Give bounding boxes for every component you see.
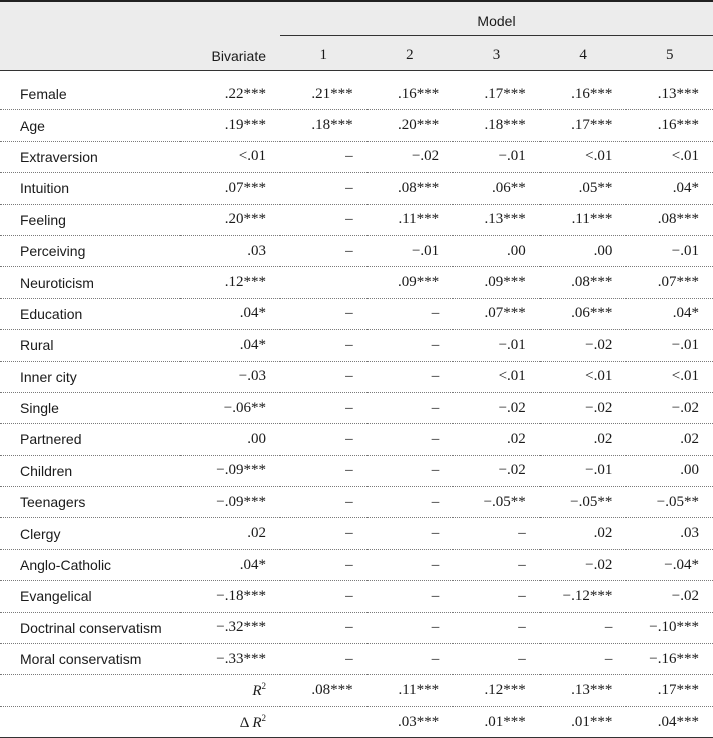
model-cell: −.02	[626, 581, 713, 612]
model-column-header: 2	[367, 41, 454, 71]
table-row	[0, 110, 713, 141]
stat-cell: .04***	[626, 706, 713, 737]
model-cell: –	[367, 392, 454, 423]
row-label: Children	[0, 455, 180, 486]
model-cell: –	[280, 204, 367, 235]
model-cell: –	[280, 330, 367, 361]
table-row	[0, 235, 713, 266]
model-cell: –	[367, 518, 454, 549]
model-cell: .16***	[540, 79, 627, 110]
model-cell: −.01	[453, 330, 540, 361]
row-label: Doctrinal conservatism	[0, 612, 180, 643]
stat-cell: .01***	[453, 706, 540, 737]
bivariate-cell: .12***	[180, 267, 280, 298]
model-cell: .05**	[540, 173, 627, 204]
bivariate-cell: .22***	[180, 79, 280, 110]
model-cell: .07***	[626, 267, 713, 298]
stat-label-prefix: Δ	[239, 714, 253, 731]
row-label: Age	[0, 110, 180, 141]
model-cell: –	[367, 549, 454, 580]
bivariate-cell: −.33***	[180, 644, 280, 675]
model-cell: –	[367, 424, 454, 455]
stat-cell	[280, 706, 367, 737]
header-blank	[0, 1, 180, 41]
table-row	[0, 141, 713, 172]
model-cell: –	[280, 235, 367, 266]
model-cell: .11***	[367, 204, 454, 235]
model-column-header: 5	[626, 41, 713, 71]
model-cell: −.12***	[540, 581, 627, 612]
model-cell: –	[280, 298, 367, 329]
stat-cell: .12***	[453, 675, 540, 706]
table-row	[0, 392, 713, 423]
model-cell: .07***	[453, 298, 540, 329]
table-row	[0, 549, 713, 580]
model-column-header: 4	[540, 41, 627, 71]
model-cell: –	[280, 581, 367, 612]
bivariate-cell: <.01	[180, 141, 280, 172]
model-cell: .08***	[540, 267, 627, 298]
model-cell	[280, 267, 367, 298]
model-cell: .00	[540, 235, 627, 266]
model-cell: .04*	[626, 173, 713, 204]
model-cell: −.02	[540, 392, 627, 423]
row-label: Intuition	[0, 173, 180, 204]
stat-label-superscript: 2	[261, 712, 266, 723]
model-cell: .08***	[367, 173, 454, 204]
table-row	[0, 79, 713, 110]
model-cell: .02	[540, 518, 627, 549]
model-cell: <.01	[453, 361, 540, 392]
model-cell: –	[280, 518, 367, 549]
bivariate-cell: .19***	[180, 110, 280, 141]
model-cell: .16***	[626, 110, 713, 141]
model-column-header: 3	[453, 41, 540, 71]
model-cell: –	[280, 487, 367, 518]
row-label: Evangelical	[0, 581, 180, 612]
bivariate-cell: .04*	[180, 298, 280, 329]
model-cell: .13***	[453, 204, 540, 235]
stat-cell: .08***	[280, 675, 367, 706]
stat-cell: .11***	[367, 675, 454, 706]
model-cell: −.02	[453, 455, 540, 486]
model-cell: −.01	[367, 235, 454, 266]
bivariate-cell: .02	[180, 518, 280, 549]
row-label: Single	[0, 392, 180, 423]
table-row	[0, 267, 713, 298]
row-label: Perceiving	[0, 235, 180, 266]
model-cell: −.02	[626, 392, 713, 423]
row-label: Clergy	[0, 518, 180, 549]
model-group-header	[280, 1, 713, 41]
model-cell: −.10***	[626, 612, 713, 643]
header-blank	[180, 1, 280, 41]
bivariate-cell: .04*	[180, 549, 280, 580]
model-cell: .02	[540, 424, 627, 455]
stat-cell: .13***	[540, 675, 627, 706]
bivariate-cell: .20***	[180, 204, 280, 235]
model-cell: .06***	[540, 298, 627, 329]
row-label: Inner city	[0, 361, 180, 392]
stat-cell: .03***	[367, 706, 454, 737]
model-cell: –	[367, 581, 454, 612]
model-cell: .18***	[280, 110, 367, 141]
model-cell: −.01	[540, 455, 627, 486]
model-cell: −.02	[453, 392, 540, 423]
model-cell: –	[280, 173, 367, 204]
model-cell: –	[540, 644, 627, 675]
table-row	[0, 612, 713, 643]
row-label: Female	[0, 79, 180, 110]
model-cell: −.01	[626, 235, 713, 266]
bivariate-cell: −.03	[180, 361, 280, 392]
model-cell: –	[280, 644, 367, 675]
table-row	[0, 330, 713, 361]
model-cell: –	[453, 644, 540, 675]
bivariate-cell: .03	[180, 235, 280, 266]
model-cell: −.04*	[626, 549, 713, 580]
stat-blank	[0, 706, 180, 737]
model-cell: <.01	[626, 361, 713, 392]
stat-row	[0, 675, 713, 706]
model-cell: –	[367, 330, 454, 361]
model-cell: .18***	[453, 110, 540, 141]
model-cell: –	[367, 487, 454, 518]
model-cell: –	[367, 361, 454, 392]
model-cell: –	[540, 612, 627, 643]
model-cell: <.01	[540, 361, 627, 392]
model-cell: –	[453, 549, 540, 580]
model-cell: –	[280, 361, 367, 392]
row-label: Rural	[0, 330, 180, 361]
table-row	[0, 581, 713, 612]
stat-blank	[0, 675, 180, 706]
model-cell: −.02	[367, 141, 454, 172]
model-cell: −.01	[626, 330, 713, 361]
table-row	[0, 518, 713, 549]
model-cell: .02	[453, 424, 540, 455]
row-label: Education	[0, 298, 180, 329]
model-cell: –	[453, 518, 540, 549]
bivariate-cell: .04*	[180, 330, 280, 361]
table-row	[0, 173, 713, 204]
table-row	[0, 298, 713, 329]
model-cell: −.02	[540, 549, 627, 580]
model-cell: .08***	[626, 204, 713, 235]
stat-cell: .17***	[626, 675, 713, 706]
row-label: Feeling	[0, 204, 180, 235]
row-label: Moral conservatism	[0, 644, 180, 675]
bivariate-cell: −.09***	[180, 487, 280, 518]
model-cell: .13***	[626, 79, 713, 110]
model-cell: .11***	[540, 204, 627, 235]
model-cell: .17***	[540, 110, 627, 141]
table-row	[0, 487, 713, 518]
model-cell: –	[280, 455, 367, 486]
bivariate-cell: −.32***	[180, 612, 280, 643]
model-cell: −.05**	[540, 487, 627, 518]
model-cell: –	[280, 612, 367, 643]
header-blank	[0, 41, 180, 71]
table-row	[0, 455, 713, 486]
model-group-label: Model	[280, 13, 713, 36]
bivariate-cell: −.06**	[180, 392, 280, 423]
row-label: Neuroticism	[0, 267, 180, 298]
model-cell: –	[453, 612, 540, 643]
model-cell: .20***	[367, 110, 454, 141]
stat-label-main: R	[252, 714, 262, 731]
model-cell: .00	[453, 235, 540, 266]
model-cell: .16***	[367, 79, 454, 110]
model-cell: –	[280, 392, 367, 423]
model-cell: .21***	[280, 79, 367, 110]
model-cell: –	[367, 644, 454, 675]
bivariate-column-header: Bivariate	[180, 41, 280, 71]
model-cell: –	[453, 581, 540, 612]
table-row	[0, 204, 713, 235]
row-label: Anglo-Catholic	[0, 549, 180, 580]
model-cell: −.05**	[453, 487, 540, 518]
model-cell: .03	[626, 518, 713, 549]
model-cell: <.01	[540, 141, 627, 172]
model-column-header: 1	[280, 41, 367, 71]
model-cell: .17***	[453, 79, 540, 110]
model-cell: –	[367, 298, 454, 329]
model-cell: –	[367, 455, 454, 486]
spacer	[0, 71, 713, 80]
stat-cell: .01***	[540, 706, 627, 737]
model-cell: .09***	[453, 267, 540, 298]
model-cell: –	[280, 424, 367, 455]
bivariate-cell: −.18***	[180, 581, 280, 612]
model-cell: .09***	[367, 267, 454, 298]
model-cell: –	[367, 612, 454, 643]
bivariate-cell: .00	[180, 424, 280, 455]
model-cell: .00	[626, 455, 713, 486]
row-label: Partnered	[0, 424, 180, 455]
row-label: Extraversion	[0, 141, 180, 172]
model-cell: .06**	[453, 173, 540, 204]
stat-row	[0, 706, 713, 737]
stat-label-main: R	[252, 683, 262, 700]
row-label: Teenagers	[0, 487, 180, 518]
model-cell: .04*	[626, 298, 713, 329]
model-cell: –	[280, 549, 367, 580]
table-row	[0, 424, 713, 455]
model-cell: <.01	[626, 141, 713, 172]
model-cell: −.01	[453, 141, 540, 172]
model-cell: .02	[626, 424, 713, 455]
bivariate-cell: −.09***	[180, 455, 280, 486]
table-row	[0, 361, 713, 392]
model-cell: −.02	[540, 330, 627, 361]
model-cell: −.16***	[626, 644, 713, 675]
bivariate-cell: .07***	[180, 173, 280, 204]
stat-label-superscript: 2	[261, 681, 266, 692]
stat-label	[180, 706, 280, 737]
model-cell: –	[280, 141, 367, 172]
stat-label	[180, 675, 280, 706]
table-body	[0, 71, 713, 738]
model-cell: −.05**	[626, 487, 713, 518]
table-row	[0, 644, 713, 675]
